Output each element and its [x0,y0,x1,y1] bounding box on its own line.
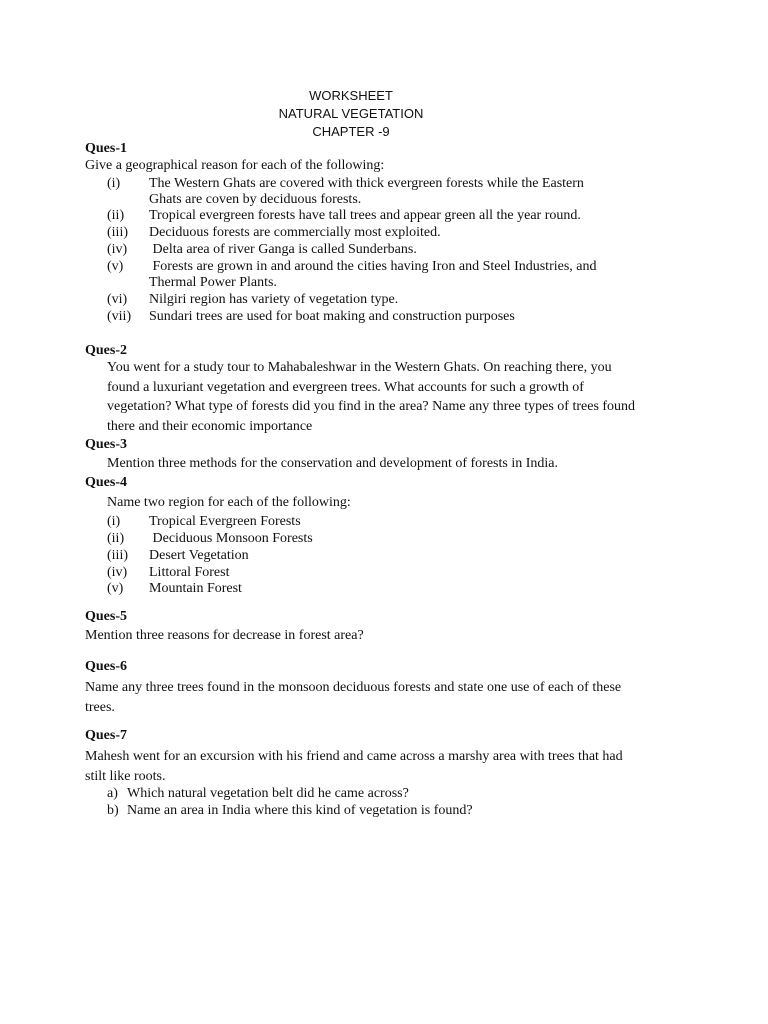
list-item-number: (ii) [107,208,125,223]
question-5-title: Ques-5 [85,609,127,624]
list-item-text: Sundari trees are used for boat making and construction purposes [149,309,515,324]
question-1-title: Ques-1 [85,141,127,156]
list-item-text: Tropical evergreen forests have tall trees and appear green all the year round. [149,208,581,223]
worksheet-subtitle: NATURAL VEGETATION [278,106,424,121]
list-item-number: (ii) [107,531,125,546]
list-item-number: (i) [107,514,121,529]
list-item-text: Mountain Forest [149,581,242,596]
list-item-number: (i) [107,176,121,191]
question-2-text: You went for a study tour to Mahabaleshwar in the Western Ghats. On reaching there, you found a luxuriant vegetation and evergreen trees. What accounts for such a growth of vegetation? What type of forests did you find in the area? Name any three types of trees found there and their economic importance [107,360,636,434]
list-item-text-continued: Ghats are coven by deciduous forests. [149,192,362,207]
list-item-text: Name an area in India where this kind of vegetation is found? [127,803,473,818]
list-item-text: Tropical Evergreen Forests [149,514,301,529]
list-item-text: The Western Ghats are covered with thick evergreen forests while the Eastern [149,176,584,191]
question-4-intro: Name two region for each of the following: [107,495,351,510]
list-item-text: Which natural vegetation belt did he came across? [127,786,409,801]
list-item-text-continued: Thermal Power Plants. [149,275,277,290]
question-3-title: Ques-3 [85,437,127,452]
list-item-text: Forests are grown in and around the cities having Iron and Steel Industries, and [149,259,597,274]
list-item-letter: b) [107,803,119,818]
question-6-title: Ques-6 [85,659,127,674]
list-item-number: (v) [107,581,124,596]
list-item-text: Nilgiri region has variety of vegetation type. [149,292,399,307]
list-item-number: (iii) [107,225,128,240]
list-item-number: (iv) [107,565,128,580]
list-item-number: (vii) [107,309,132,324]
question-7-title: Ques-7 [85,728,127,743]
question-1-intro: Give a geographical reason for each of the following: [85,158,385,173]
question-7-text: Mahesh went for an excursion with his friend and came across a marshy area with trees that had stilt like roots. [85,749,623,784]
question-3-text: Mention three methods for the conservation and development of forests in India. [107,456,558,471]
list-item-number: (vi) [107,292,128,307]
list-item-text: Littoral Forest [149,565,230,580]
question-6-text: Name any three trees found in the monsoon deciduous forests and state one use of each of these trees. [85,680,622,715]
question-2-title: Ques-2 [85,343,127,358]
list-item-number: (iii) [107,548,128,563]
question-4-title: Ques-4 [85,475,127,490]
question-5-text: Mention three reasons for decrease in forest area? [85,628,364,643]
chapter-label: CHAPTER -9 [312,124,390,139]
list-item-text: Deciduous forests are commercially most exploited. [149,225,441,240]
worksheet-title: WORKSHEET [309,88,393,103]
list-item-number: (iv) [107,242,128,257]
list-item-text: Deciduous Monsoon Forests [149,531,313,546]
list-item-text: Desert Vegetation [149,548,249,563]
list-item-text: Delta area of river Ganga is called Sunderbans. [149,242,417,257]
list-item-number: (v) [107,259,124,274]
list-item-letter: a) [107,786,118,801]
